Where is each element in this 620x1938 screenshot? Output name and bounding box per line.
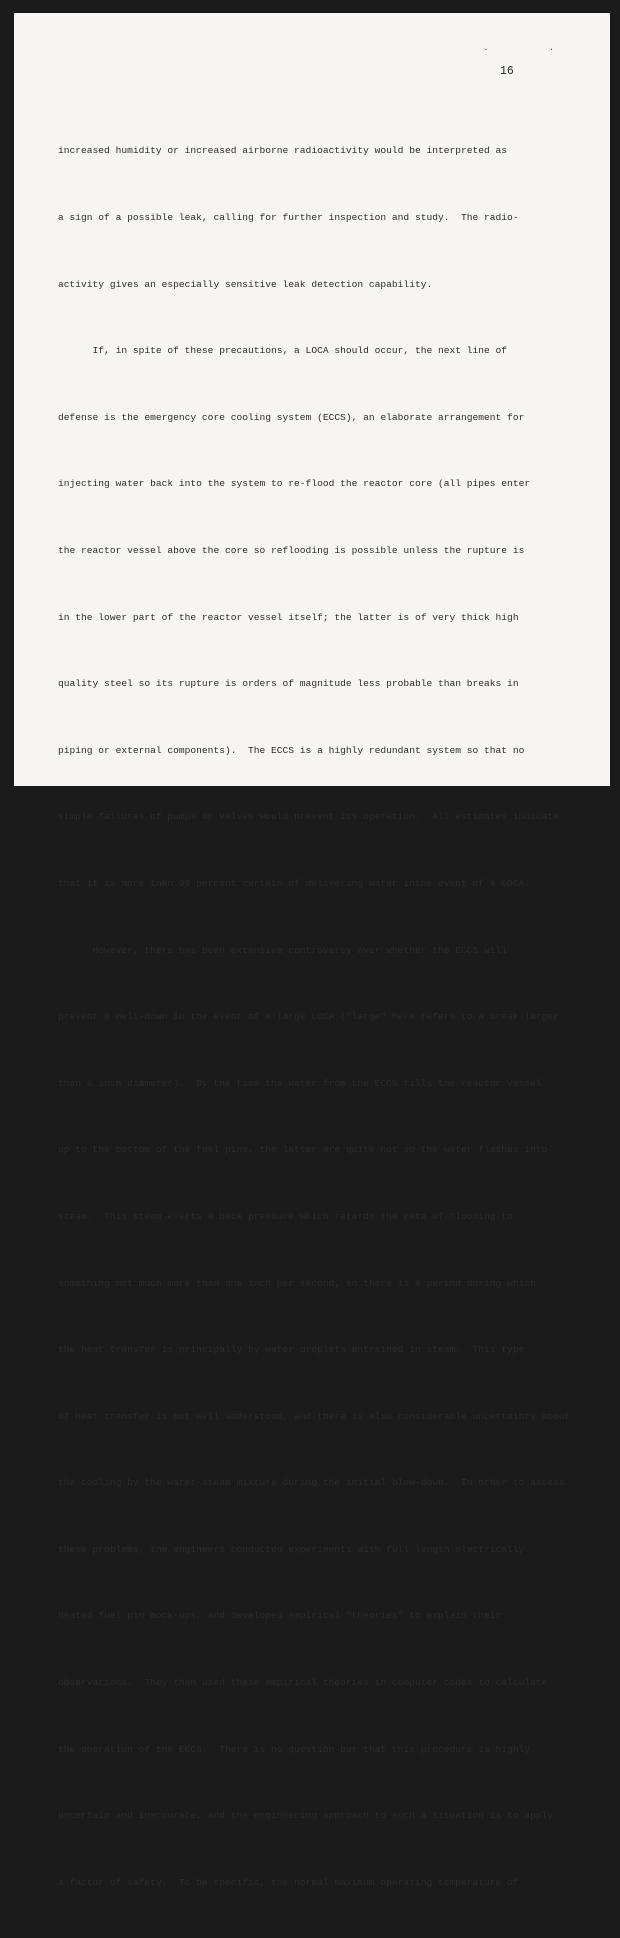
text-line: the heat transfer is principally by water droplets entrained in steam. This type xyxy=(58,1344,525,1356)
text-line: that it is more than 99 percent certain of delivering water inthe event of a LOCA. xyxy=(58,877,531,889)
text-line: defense is the emergency core cooling system (ECCS), an elaborate arrangement for xyxy=(58,411,525,423)
text-line: increased humidity or increased airborne radioactivity would be interpreted as xyxy=(58,145,508,157)
document-page xyxy=(14,13,610,1888)
text-line: piping or external components). The ECCS is a highly redundant system so that no xyxy=(58,744,525,756)
text-line: prevent a melt-down in the event of a large LOCA ("large" here refers to a break larger xyxy=(58,1011,559,1023)
text-line: heated fuel pin mock-ups, and developed empirical "theories" to explain their xyxy=(58,1610,502,1622)
text-line: than 6 inch diameter). By the time the water from the ECCS fills the reactor vessel xyxy=(58,1077,542,1089)
text-line: in the lower part of the reactor vessel itself; the latter is of very thick high xyxy=(58,611,519,623)
text-line: the cooling by the water-steam mixture during the initial blow-down. In order to assess xyxy=(58,1477,565,1489)
page-number: 16 xyxy=(500,65,514,78)
text-line: a factor of safety. To be specific, the normal maximum operating temperature of xyxy=(58,1876,519,1888)
text-line: However, there has been extensive controversy over whether the ECCS will xyxy=(58,944,508,956)
text-line: uncertain and inaccurate, and the engineering approach to such a situation is to apply xyxy=(58,1810,554,1822)
text-line: these problems, the engineers conducted experiments with full length electrically xyxy=(58,1543,525,1555)
corner-marks: . . xyxy=(483,43,582,52)
text-line: observations. They then used these empirical theories in computer codes to calculate xyxy=(58,1677,548,1689)
text-line: a sign of a possible leak, calling for further inspection and study. The radio- xyxy=(58,212,519,223)
text-line: up to the bottom of the fuel pins, the latter are quite hot so the water flashes into xyxy=(58,1144,548,1156)
body-text xyxy=(58,96,588,1938)
text-line: If, in spite of these precautions, a LOCA should occur, the next line of xyxy=(58,345,508,357)
text-line: something not much more than one inch per second, so there is a period during which xyxy=(58,1277,536,1289)
text-line: simple failures of pumps or valves would prevent its operation. All estimates indicate xyxy=(58,811,559,823)
text-line: injecting water back into the system to re-flood the reactor core (all pipes enter xyxy=(58,478,531,490)
text-line: the operation of the ECCS. There is no question but that this procedure is highly xyxy=(58,1743,531,1755)
text-line: steam. This steam exerts a back pressure which retards the rate of flooding to xyxy=(58,1210,513,1222)
text-line: the reactor vessel above the core so reflooding is possible unless the rupture is xyxy=(58,544,525,556)
text-line: quality steel so its rupture is orders of magnitude less probable than breaks in xyxy=(58,678,519,690)
text-line: activity gives an especially sensitive leak detection capability. xyxy=(58,278,433,290)
text-line: of heat transfer is not well understood, and there is also considerable uncertainty about xyxy=(58,1410,571,1422)
